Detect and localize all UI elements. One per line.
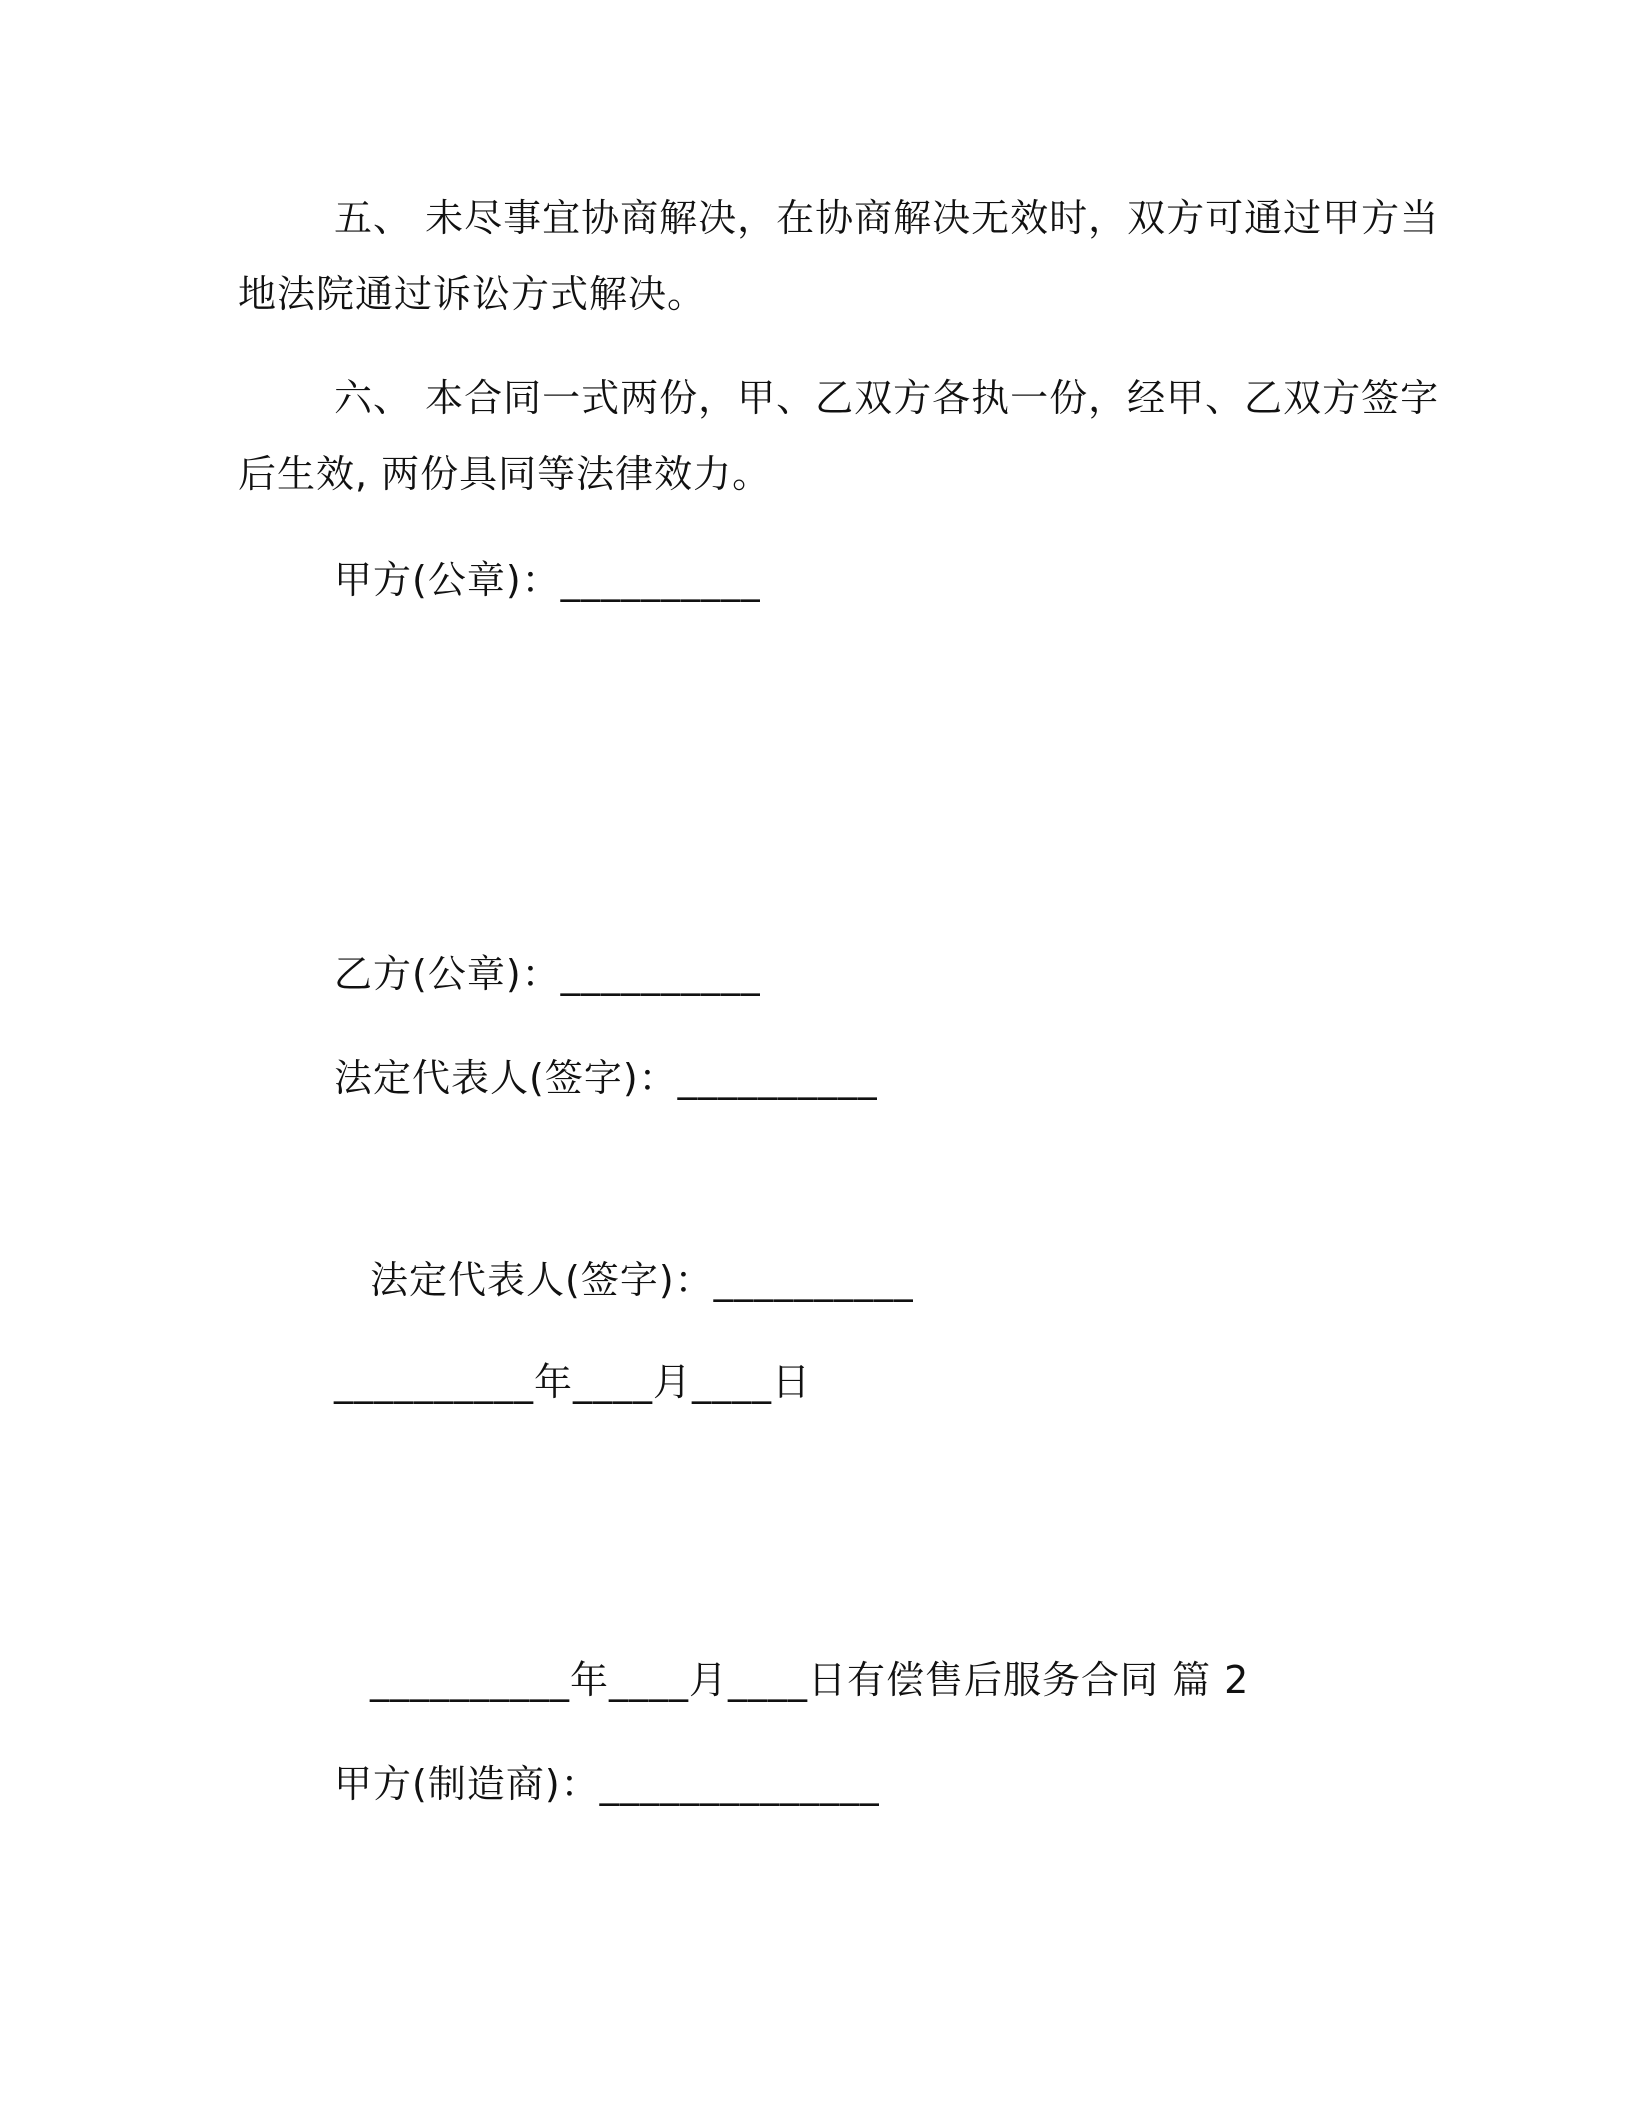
legal-representative-signature-1: 法定代表人(签字)：__________	[334, 1056, 878, 1100]
date-line: __________年____月____日	[334, 1360, 812, 1404]
clause-6-line-2: 后生效, 两份具同等法律效力。	[238, 452, 772, 496]
legal-representative-signature-2: 法定代表人(签字)：__________	[370, 1258, 914, 1302]
party-a-manufacturer-line: 甲方(制造商)：______________	[334, 1762, 880, 1806]
party-b-seal-line: 乙方(公章)：__________	[334, 952, 761, 996]
clause-5-line-1: 五、 未尽事宜协商解决，在协商解决无效时，双方可通过甲方当	[334, 196, 1440, 240]
clause-5-line-2: 地法院通过诉讼方式解决。	[238, 272, 707, 316]
contract-2-title: __________年____月____日有偿售后服务合同 篇 2	[370, 1658, 1250, 1702]
clause-6-line-1: 六、 本合同一式两份，甲、乙双方各执一份，经甲、乙双方签字	[334, 376, 1440, 420]
party-a-seal-line: 甲方(公章)：__________	[334, 558, 761, 602]
